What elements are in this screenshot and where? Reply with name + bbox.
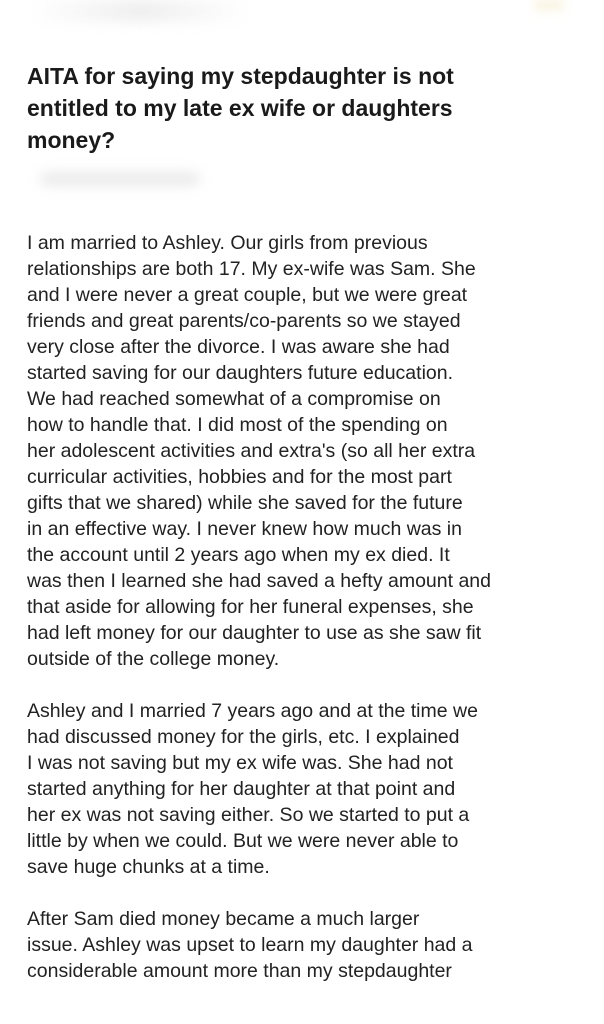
post-paragraph: I am married to Ashley. Our girls from previous relationships are both 17. My ex-wife was Sam. She and I were never a great couple, but we were great friends and great parents/co-parents so we stayed very close after the divorce. I was aware she had started saving for our daughters future education. We had reached somewhat of a compromise on how to handle that. I did most of the spending on her adolescent activities and extra's (so all her extra curricular activities, hobbies and for the most part gifts that we shared) while she saved for the future in an effective way. I never knew how much was in the account until 2 years ago when my ex died. It was then I learned she had saved a hefty amount and that aside for allowing for her funeral expenses, she had left money for our daughter to use as she saw fit outside of the college money.: [27, 232, 491, 670]
post-body: [27, 230, 587, 1010]
top-corner-blur: [534, 0, 564, 10]
post-title: AITA for saying my stepdaughter is not entitled to my late ex wife or daughters money?: [27, 63, 454, 153]
post-paragraph: After Sam died money became a much larger issue. Ashley was upset to learn my daughter had a considerable amount more than my stepdaughter: [27, 908, 473, 982]
post-meta-blur: [40, 172, 200, 186]
top-bar-blur: [30, 0, 250, 22]
post-paragraph: Ashley and I married 7 years ago and at the time we had discussed money for the girls, etc. I explained I was not saving but my ex wife was. She had not started anything for her daughter at that point and her ex was not saving either. So we started to put a little by when we could. But we were never able to save huge chunks at a time.: [27, 700, 478, 878]
